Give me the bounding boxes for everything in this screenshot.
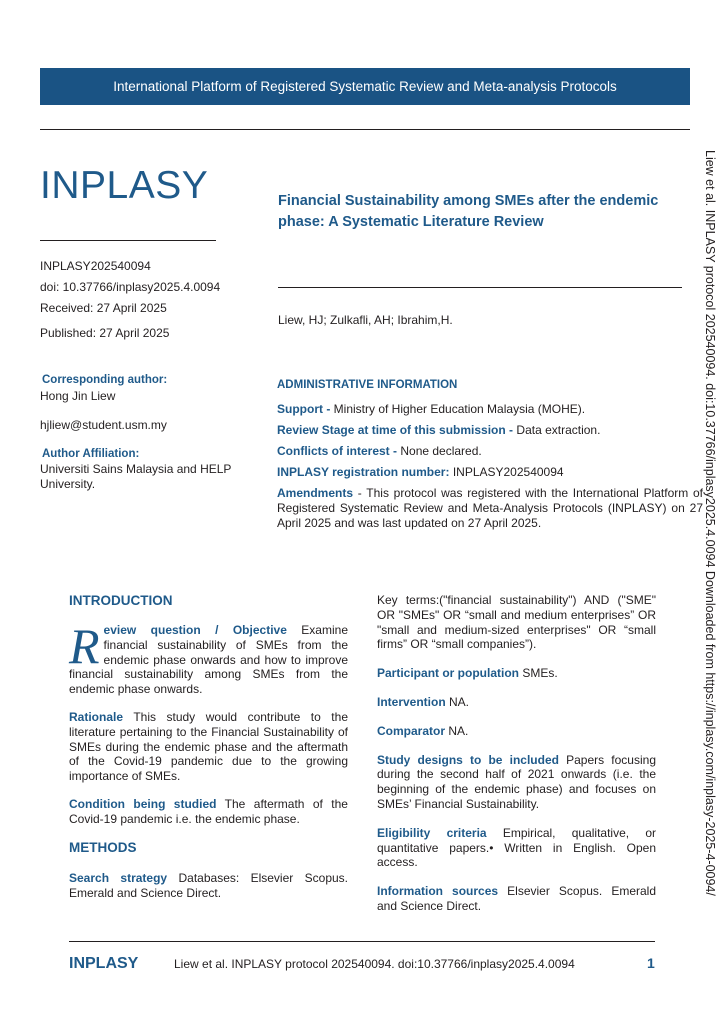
footer-rule [69, 941, 655, 942]
information-sources-paragraph: Information sources Elsevier Scopus. Emerald and Science Direct. [377, 884, 656, 913]
logo-rule [40, 240, 216, 241]
title-rule [278, 287, 682, 288]
doi-link[interactable]: doi: 10.37766/inplasy2025.4.0094 [40, 280, 221, 294]
participant-paragraph: Participant or population SMEs. [377, 666, 558, 681]
registration-id: INPLASY202540094 [40, 259, 151, 273]
corresponding-author-name: Hong Jin Liew [40, 389, 116, 403]
published-date: Published: 27 April 2025 [40, 326, 170, 340]
affiliation-label: Author Affiliation: [42, 448, 140, 460]
admin-conflicts: Conflicts of interest - None declared. [277, 444, 482, 458]
received-date: Received: 27 April 2025 [40, 301, 167, 315]
admin-review-stage: Review Stage at time of this submission - Data extraction. [277, 423, 601, 437]
condition-paragraph: Condition being studied The aftermath of the Covid-19 pandemic i.e. the endemic phase. [69, 796, 348, 826]
affiliation-text: Universiti Sains Malaysia and HELP University. [40, 462, 232, 491]
intervention-paragraph: Intervention NA. [377, 694, 470, 709]
header-banner [40, 68, 690, 105]
rationale-paragraph: Rationale This study would contribute to the literature pertaining to the Financial Sustainability of SMEs during the endemic phase and the aftermath of the Covid-19 pandemic due to the growing importance of SMEs. [69, 709, 348, 784]
inplasy-logo: INPLASY [40, 164, 209, 207]
paper-title: Financial Sustainability among SMEs after the endemic phase: A Systematic Literature Review [278, 193, 659, 230]
authors: Liew, HJ; Zulkafli, AH; Ibrahim,H. [278, 313, 453, 327]
admin-amendments: Amendments - This protocol was registered with the International Platform of Registered Systematic Review and Meta-Analysis Protocols (INPLASY) on 27 April 2025 and was last updated on 27 April 2025. [277, 486, 703, 530]
corresponding-author-label: Corresponding author: [42, 374, 168, 386]
top-rule [40, 129, 690, 130]
left-column [69, 618, 349, 901]
eligibility-paragraph: Eligibility criteria Empirical, qualitative, or quantitative papers.• Written in English. Open access. [377, 825, 656, 870]
corresponding-author-email[interactable]: hjliew@student.usm.my [40, 418, 167, 432]
study-designs-paragraph: Study designs to be included Papers focusing during the second half of 2021 onwards (i.e. the beginning of the endemic phase) and focuses on SMEs’ Financial Sustainability. [377, 752, 656, 811]
search-strategy-paragraph: Search strategy Databases: Elsevier Scopus. Emerald and Science Direct. [69, 871, 349, 901]
page-number: 1 [647, 955, 655, 971]
download-sidebar: Liew et al. INPLASY protocol 202540094. doi:10.37766/inplasy2025.4.0094 Downloaded from https://inplasy.com/inplasy-2025-4-0094/ [703, 150, 717, 896]
footer-brand: INPLASY [69, 955, 139, 972]
footer-citation: Liew et al. INPLASY protocol 202540094. doi:10.37766/inplasy2025.4.0094 [174, 957, 575, 971]
review-question-paragraph: Review question / Objective Examine financial sustainability of SMEs from the endemic phase onwards and how to improve financial sustainability among SMEs from the endemic phase onwards. [69, 618, 348, 697]
admin-registration: INPLASY registration number: INPLASY202540094 [277, 465, 564, 479]
admin-heading: ADMINISTRATIVE INFORMATION [277, 379, 458, 391]
methods-heading: METHODS [69, 839, 137, 855]
admin-support: Support - Ministry of Higher Education Malaysia (MOHE). [277, 402, 586, 416]
drop-cap: R [69, 618, 100, 674]
introduction-heading: INTRODUCTION [69, 593, 173, 608]
key-terms-paragraph: Key terms:("financial sustainability") AND ("SME" OR "SMEs" OR “small and medium enterprises” OR "small and medium-sized enterprises" OR “small firms” OR “small companies”). [377, 593, 656, 652]
banner-text: International Platform of Registered Systematic Review and Meta-analysis Protocols [113, 79, 617, 94]
right-column [377, 593, 656, 914]
admin-section [277, 402, 703, 531]
comparator-paragraph: Comparator NA. [377, 723, 469, 738]
